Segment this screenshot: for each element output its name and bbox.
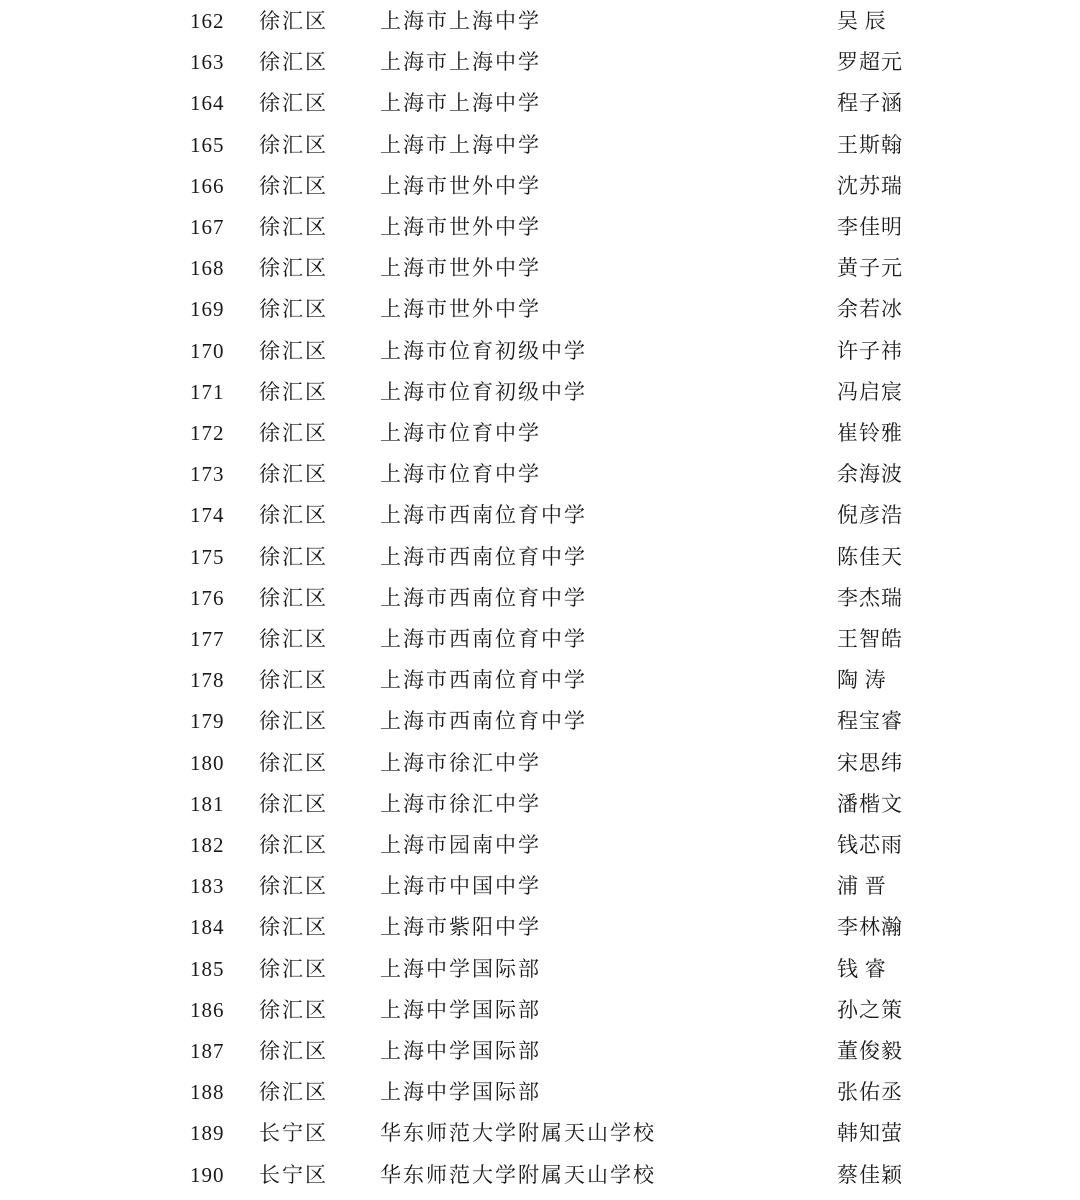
school-cell: 上海市世外中学 xyxy=(380,256,541,281)
district-cell: 徐汇区 xyxy=(259,627,328,651)
district-cell: 徐汇区 xyxy=(259,50,328,75)
row-number: 163 xyxy=(190,50,225,75)
table-row xyxy=(0,578,1080,619)
table-row xyxy=(0,42,1080,83)
table-row xyxy=(0,619,1080,660)
school-cell: 上海市中国中学 xyxy=(380,874,541,899)
student-name-cell: 倪彦浩 xyxy=(837,503,903,528)
student-name-cell: 钱芯雨 xyxy=(837,833,903,857)
table-row xyxy=(0,701,1080,742)
table-row xyxy=(0,1113,1080,1154)
row-number: 172 xyxy=(190,421,225,445)
school-cell: 华东师范大学附属天山学校 xyxy=(380,1162,656,1187)
row-number: 189 xyxy=(190,1121,225,1146)
table-row xyxy=(0,125,1080,166)
district-cell: 徐汇区 xyxy=(259,750,328,775)
district-cell: 徐汇区 xyxy=(259,503,328,528)
row-number: 178 xyxy=(190,668,225,693)
district-cell: 徐汇区 xyxy=(259,421,328,445)
row-number: 173 xyxy=(190,462,225,487)
district-cell: 徐汇区 xyxy=(259,173,328,198)
district-cell: 长宁区 xyxy=(259,1162,328,1187)
student-name-cell: 韩知萤 xyxy=(837,1121,903,1146)
school-cell: 上海市上海中学 xyxy=(380,132,541,157)
table-row xyxy=(0,248,1080,289)
district-cell: 徐汇区 xyxy=(259,379,328,404)
student-name-cell: 余海波 xyxy=(837,462,903,487)
table-row xyxy=(0,1155,1080,1196)
school-cell: 上海市园南中学 xyxy=(380,833,541,857)
student-name-cell: 黄子元 xyxy=(837,256,903,281)
row-number: 182 xyxy=(190,833,225,857)
student-name-cell: 陶 涛 xyxy=(837,668,886,693)
table-row xyxy=(0,784,1080,825)
school-cell: 上海市位育初级中学 xyxy=(380,338,587,363)
student-name-cell: 程子涵 xyxy=(837,91,903,116)
student-name-cell: 王斯翰 xyxy=(837,132,903,157)
school-cell: 上海市西南位育中学 xyxy=(380,503,587,528)
table-row xyxy=(0,743,1080,784)
district-cell: 徐汇区 xyxy=(259,215,328,239)
student-name-cell: 蔡佳颖 xyxy=(837,1162,903,1187)
row-number: 175 xyxy=(190,544,225,569)
student-name-cell: 沈苏瑞 xyxy=(837,173,903,198)
table-row xyxy=(0,454,1080,495)
district-cell: 徐汇区 xyxy=(259,833,328,857)
district-cell: 徐汇区 xyxy=(259,956,328,981)
school-cell: 上海中学国际部 xyxy=(380,997,541,1022)
student-name-cell: 浦 晋 xyxy=(837,874,886,899)
table-row xyxy=(0,907,1080,948)
district-cell: 徐汇区 xyxy=(259,9,328,33)
school-cell: 上海市紫阳中学 xyxy=(380,915,541,940)
school-cell: 上海市上海中学 xyxy=(380,9,541,33)
district-cell: 徐汇区 xyxy=(259,874,328,899)
table-row xyxy=(0,207,1080,248)
school-cell: 上海市位育中学 xyxy=(380,462,541,487)
school-cell: 上海市世外中学 xyxy=(380,215,541,239)
row-number: 184 xyxy=(190,915,225,940)
school-cell: 上海市西南位育中学 xyxy=(380,544,587,569)
table-row xyxy=(0,537,1080,578)
district-cell: 徐汇区 xyxy=(259,132,328,157)
student-name-cell: 潘楷文 xyxy=(837,791,903,816)
student-name-cell: 程宝睿 xyxy=(837,709,903,734)
row-number: 186 xyxy=(190,997,225,1022)
row-number: 177 xyxy=(190,627,225,651)
row-number: 162 xyxy=(190,9,225,33)
row-number: 174 xyxy=(190,503,225,528)
table-row xyxy=(0,495,1080,536)
row-number: 188 xyxy=(190,1080,225,1105)
school-cell: 上海市世外中学 xyxy=(380,297,541,322)
district-cell: 徐汇区 xyxy=(259,462,328,487)
school-cell: 上海市徐汇中学 xyxy=(380,750,541,775)
student-name-cell: 崔铃雅 xyxy=(837,421,903,445)
row-number: 185 xyxy=(190,956,225,981)
school-cell: 上海市位育中学 xyxy=(380,421,541,445)
district-cell: 徐汇区 xyxy=(259,1039,328,1063)
table-row xyxy=(0,949,1080,990)
student-name-cell: 董俊毅 xyxy=(837,1039,903,1063)
table-row xyxy=(0,866,1080,907)
student-name-cell: 孙之策 xyxy=(837,997,903,1022)
student-name-cell: 张佑丞 xyxy=(837,1080,903,1105)
table-row xyxy=(0,413,1080,454)
district-cell: 徐汇区 xyxy=(259,915,328,940)
school-cell: 上海市世外中学 xyxy=(380,173,541,198)
table-row xyxy=(0,1,1080,42)
student-name-cell: 钱 睿 xyxy=(837,956,886,981)
table-row xyxy=(0,289,1080,330)
row-number: 187 xyxy=(190,1039,225,1063)
school-cell: 上海中学国际部 xyxy=(380,1080,541,1105)
district-cell: 徐汇区 xyxy=(259,1080,328,1105)
school-cell: 华东师范大学附属天山学校 xyxy=(380,1121,656,1146)
student-name-cell: 许子祎 xyxy=(837,338,903,363)
row-number: 164 xyxy=(190,91,225,116)
district-cell: 徐汇区 xyxy=(259,338,328,363)
student-name-cell: 李林瀚 xyxy=(837,915,903,940)
row-number: 176 xyxy=(190,585,225,610)
table-row xyxy=(0,331,1080,372)
school-cell: 上海中学国际部 xyxy=(380,956,541,981)
row-number: 179 xyxy=(190,709,225,734)
table-row xyxy=(0,990,1080,1031)
student-name-cell: 吴 辰 xyxy=(837,9,886,33)
district-cell: 徐汇区 xyxy=(259,544,328,569)
school-cell: 上海中学国际部 xyxy=(380,1039,541,1063)
student-name-cell: 李杰瑞 xyxy=(837,585,903,610)
student-name-cell: 冯启宸 xyxy=(837,379,903,404)
row-number: 170 xyxy=(190,338,225,363)
district-cell: 徐汇区 xyxy=(259,791,328,816)
student-name-cell: 王智皓 xyxy=(837,627,903,651)
student-name-cell: 罗超元 xyxy=(837,50,903,75)
school-cell: 上海市上海中学 xyxy=(380,91,541,116)
table-row xyxy=(0,1031,1080,1072)
table-row xyxy=(0,166,1080,207)
student-name-cell: 余若冰 xyxy=(837,297,903,322)
student-name-cell: 陈佳天 xyxy=(837,544,903,569)
row-number: 165 xyxy=(190,132,225,157)
table-row xyxy=(0,825,1080,866)
district-cell: 徐汇区 xyxy=(259,668,328,693)
row-number: 183 xyxy=(190,874,225,899)
district-cell: 徐汇区 xyxy=(259,997,328,1022)
district-cell: 徐汇区 xyxy=(259,585,328,610)
row-number: 167 xyxy=(190,215,225,239)
school-cell: 上海市西南位育中学 xyxy=(380,585,587,610)
student-name-cell: 李佳明 xyxy=(837,215,903,239)
row-number: 168 xyxy=(190,256,225,281)
school-cell: 上海市西南位育中学 xyxy=(380,627,587,651)
table-row xyxy=(0,1072,1080,1113)
row-number: 180 xyxy=(190,750,225,775)
table-row xyxy=(0,660,1080,701)
school-cell: 上海市徐汇中学 xyxy=(380,791,541,816)
school-cell: 上海市上海中学 xyxy=(380,50,541,75)
row-number: 181 xyxy=(190,791,225,816)
student-name-cell: 宋思纬 xyxy=(837,750,903,775)
row-number: 190 xyxy=(190,1162,225,1187)
table-row xyxy=(0,83,1080,124)
district-cell: 徐汇区 xyxy=(259,297,328,322)
school-cell: 上海市西南位育中学 xyxy=(380,709,587,734)
row-number: 169 xyxy=(190,297,225,322)
row-number: 171 xyxy=(190,379,225,404)
row-number: 166 xyxy=(190,173,225,198)
district-cell: 徐汇区 xyxy=(259,91,328,116)
school-cell: 上海市位育初级中学 xyxy=(380,379,587,404)
district-cell: 徐汇区 xyxy=(259,256,328,281)
district-cell: 长宁区 xyxy=(259,1121,328,1146)
district-cell: 徐汇区 xyxy=(259,709,328,734)
table-row xyxy=(0,372,1080,413)
school-cell: 上海市西南位育中学 xyxy=(380,668,587,693)
